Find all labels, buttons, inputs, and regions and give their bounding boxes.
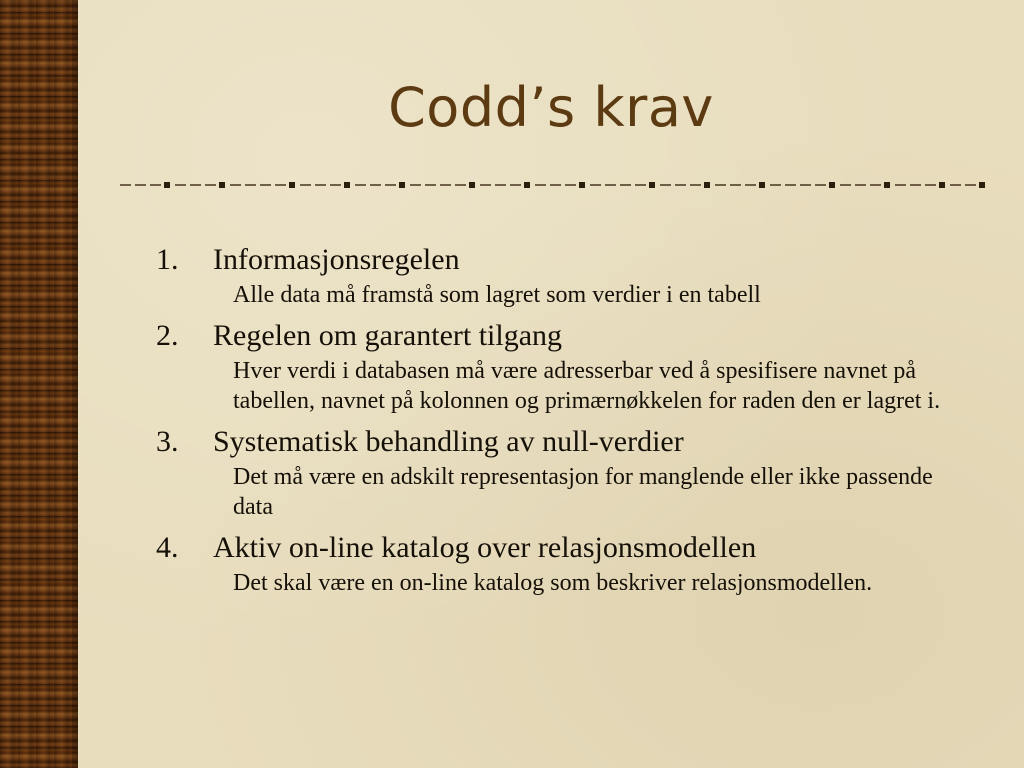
rule-number: 1.	[156, 243, 179, 276]
rule-heading: Aktiv on-line katalog over relasjonsmodellen	[213, 531, 757, 564]
rule-heading: Regelen om garantert tilgang	[213, 319, 563, 352]
wood-border-decoration	[0, 0, 78, 768]
rule-heading-row	[150, 424, 950, 460]
rule-number: 4.	[156, 531, 179, 564]
divider-dot	[289, 182, 295, 188]
rule-heading-row	[150, 242, 950, 278]
list-item	[150, 318, 950, 416]
list-item	[150, 242, 950, 310]
divider-dot	[759, 182, 765, 188]
divider-dot	[469, 182, 475, 188]
divider-dot	[704, 182, 710, 188]
rules-list	[150, 242, 950, 606]
divider-dot	[979, 182, 985, 188]
list-item	[150, 530, 950, 598]
divider-dot	[829, 182, 835, 188]
rule-number: 3.	[156, 425, 179, 458]
divider-dot	[649, 182, 655, 188]
divider-dot	[399, 182, 405, 188]
rule-description: Det må være en adskilt representasjon for manglende eller ikke passende data	[233, 464, 933, 520]
rule-heading: Systematisk behandling av null-verdier	[213, 425, 684, 458]
rule-description: Alle data må framstå som lagret som verdier i en tabell	[233, 282, 761, 308]
rule-heading-row	[150, 318, 950, 354]
rule-description: Hver verdi i databasen må være adresserbar ved å spesifisere navnet på tabellen, navnet på kolonnen og primærnøkkelen for raden den er lagret i.	[233, 358, 941, 414]
divider-dot	[219, 182, 225, 188]
divider-dot	[939, 182, 945, 188]
dotted-divider	[120, 178, 990, 192]
list-item	[150, 424, 950, 522]
rule-number: 2.	[156, 319, 179, 352]
slide-title: Codd’s krav	[388, 76, 714, 139]
divider-dot	[579, 182, 585, 188]
rule-heading-row	[150, 530, 950, 566]
divider-dot	[344, 182, 350, 188]
divider-dot	[524, 182, 530, 188]
divider-dot	[164, 182, 170, 188]
rule-heading: Informasjonsregelen	[213, 243, 460, 276]
divider-dot	[884, 182, 890, 188]
rule-description: Det skal være en on-line katalog som beskriver relasjonsmodellen.	[233, 570, 873, 596]
